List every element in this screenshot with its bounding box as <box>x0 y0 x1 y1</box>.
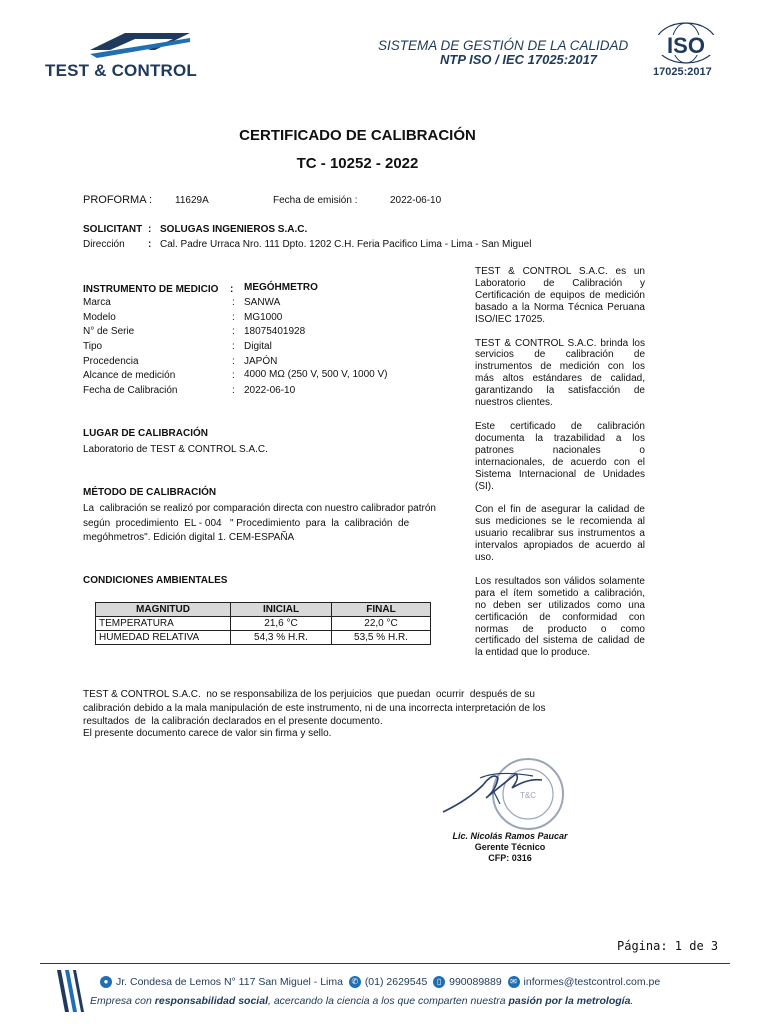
instrument-header-colon: : <box>230 284 234 295</box>
location-text: Laboratorio de TEST & CONTROL S.A.C. <box>83 444 268 455</box>
signatory-cfp: CFP: 0316 <box>488 853 532 863</box>
table-cell: 53,5 % H.R. <box>332 631 431 645</box>
instrument-row-value: MG1000 <box>244 312 283 323</box>
instrument-row-label: Procedencia <box>83 356 139 367</box>
location-pin-icon: ● <box>100 976 112 988</box>
footer-divider <box>40 963 730 964</box>
client-label: SOLICITANT <box>83 224 143 235</box>
side-paragraph: TEST & CONTROL S.A.C. es un Laboratorio de Calibración y Certificación de equipos de medición basado a la Norma Técnica Peruana ISO/IEC 17025. <box>475 266 645 325</box>
table-cell: 22,0 °C <box>332 617 431 631</box>
side-paragraph: Este certificado de calibración documenta la trazabilidad a los patrones nacionales o internacionales, de acuerdo con el Sistema Internacional de Unidades (SI). <box>475 420 645 492</box>
disclaimer-line: El presente documento carece de valor sin firma y sello. <box>83 728 332 739</box>
instrument-row-value: Digital <box>244 341 272 352</box>
method-heading: MÉTODO DE CALIBRACIÓN <box>83 487 217 498</box>
address-colon: : <box>148 239 152 250</box>
company-name: TEST & CONTROL <box>45 61 198 80</box>
signatory-position: Gerente Técnico <box>474 842 546 852</box>
proforma-value: 11629A <box>175 195 209 206</box>
footer-logo-icon <box>55 968 85 1014</box>
signatory-name: Lic. Nicolás Ramos Paucar <box>452 831 568 841</box>
iso-logo-icon <box>650 20 722 66</box>
conditions-heading: CONDICIONES AMBIENTALES <box>83 575 228 586</box>
table-cell: 54,3 % H.R. <box>231 631 332 645</box>
disclaimer-line: resultados de la calibración declarados en el presente documento. <box>83 716 383 727</box>
iso-logo-text: ISO <box>667 33 705 58</box>
table-header-cell: FINAL <box>332 603 431 617</box>
signature-icon <box>438 760 548 820</box>
table-cell: HUMEDAD RELATIVA <box>96 631 231 645</box>
instrument-row-colon: : <box>232 297 235 308</box>
quality-system-line2: NTP ISO / IEC 17025:2017 <box>440 52 598 67</box>
certificate-code: TC - 10252 - 2022 <box>296 155 419 172</box>
company-logo-icon <box>85 28 195 62</box>
table-header-row <box>96 603 431 617</box>
side-column <box>475 266 645 671</box>
disclaimer-line: calibración debido a la mala manipulación de este instrumento, ni de una incorrecta interpretación de los <box>83 703 546 714</box>
instrument-header-label: INSTRUMENTO DE MEDICIÓ <box>83 284 219 295</box>
instrument-row-value: 18075401928 <box>244 326 306 337</box>
instrument-row-label: Marca <box>83 297 111 308</box>
instrument-row-value: 4000 MΩ (250 V, 500 V, 1000 V) <box>244 369 388 380</box>
conditions-table <box>95 602 431 645</box>
issue-date-label: Fecha de emisión : <box>273 195 358 206</box>
certificate-title: CERTIFICADO DE CALIBRACIÓN <box>239 127 476 144</box>
instrument-row-label: Fecha de Calibración <box>83 385 178 396</box>
instrument-row-colon: : <box>232 341 235 352</box>
slogan-part: Empresa con <box>90 995 155 1007</box>
instrument-row-value: SANWA <box>244 297 281 308</box>
method-line: megóhmetros". Edición digital 1. CEM-ESPAÑA <box>83 532 295 543</box>
client-name: SOLUGAS INGENIEROS S.A.C. <box>160 224 308 235</box>
slogan-highlight: pasión por la metrología <box>508 995 631 1007</box>
quality-system-line1: SISTEMA DE GESTIÓN DE LA CALIDAD <box>378 38 629 53</box>
footer-slogan <box>90 995 633 1007</box>
table-cell: TEMPERATURA <box>96 617 231 631</box>
slogan-highlight: responsabilidad social <box>154 995 268 1007</box>
side-paragraph: TEST & CONTROL S.A.C. brinda los servicios de calibración de instrumentos de medición con los más altos estándares de calidad, garantizando la satisfacción de nuestros clientes. <box>475 337 645 409</box>
slogan-part: , acercando la ciencia a los que comparten nuestra <box>267 995 509 1007</box>
instrument-row-colon: : <box>232 326 235 337</box>
instrument-row-colon: : <box>232 370 235 381</box>
table-header-cell: INICIAL <box>231 603 332 617</box>
method-line: La calibración se realizó por comparación directa con nuestro calibrador patrón <box>83 503 436 514</box>
table-row <box>96 631 431 645</box>
method-line: según procedimiento EL - 004 " Procedimiento para la calibración de <box>83 518 410 529</box>
page-number: Página: 1 de 3 <box>617 939 719 953</box>
table-row <box>96 617 431 631</box>
side-paragraph: Los resultados son válidos solamente para el ítem sometido a calibración, no deben ser utilizados como una certificación de conformidad con normas de producto o como certificado del sistema de calidad de la entidad que lo produce. <box>475 575 645 659</box>
client-colon: : <box>148 224 152 235</box>
email-icon: ✉ <box>508 976 520 988</box>
instrument-row-label: Modelo <box>83 312 116 323</box>
disclaimer-line: TEST & CONTROL S.A.C. no se responsabiliza de los perjuicios que puedan ocurrir después de su <box>83 689 535 700</box>
svg-text:T&C: T&C <box>520 791 536 800</box>
address-value: Cal. Padre Urraca Nro. 111 Dpto. 1202 C.H. Feria Pacifico Lima - Lima - San Miguel <box>160 239 532 250</box>
issue-date-value: 2022-06-10 <box>390 195 442 206</box>
phone-icon: ✆ <box>349 976 361 988</box>
footer-phone: (01) 2629545 <box>364 976 428 988</box>
footer-address: Jr. Condesa de Lemos N° 117 San Miguel - Lima <box>116 976 343 988</box>
instrument-header-value: MEGÓHMETRO <box>244 282 318 293</box>
address-label: Dirección <box>83 239 125 250</box>
instrument-row-colon: : <box>232 385 235 396</box>
footer-email: informes@testcontrol.com.pe <box>523 976 661 988</box>
footer-contact <box>100 976 660 988</box>
table-cell: 21,6 °C <box>231 617 332 631</box>
table-header-cell: MAGNITUD <box>96 603 231 617</box>
instrument-row-label: Alcance de medición <box>83 370 176 381</box>
instrument-row-colon: : <box>232 312 235 323</box>
side-paragraph: Con el fin de asegurar la calidad de sus mediciones se le recomienda al usuario recalibrar sus instrumentos a intervalos apropiados de acuerdo al uso. <box>475 504 645 564</box>
footer-mobile: 990089889 <box>449 976 502 988</box>
instrument-row-label: Tipo <box>83 341 103 352</box>
proforma-label: PROFORMA : <box>83 194 153 206</box>
instrument-row-colon: : <box>232 356 235 367</box>
iso-number: 17025:2017 <box>653 66 712 78</box>
instrument-row-value: JAPÓN <box>244 356 278 367</box>
instrument-row-label: N° de Serie <box>83 326 135 337</box>
slogan-part: . <box>630 995 634 1007</box>
mobile-icon: ▯ <box>433 976 445 988</box>
location-heading: LUGAR DE CALIBRACIÓN <box>83 428 208 439</box>
instrument-row-value: 2022-06-10 <box>244 385 296 396</box>
